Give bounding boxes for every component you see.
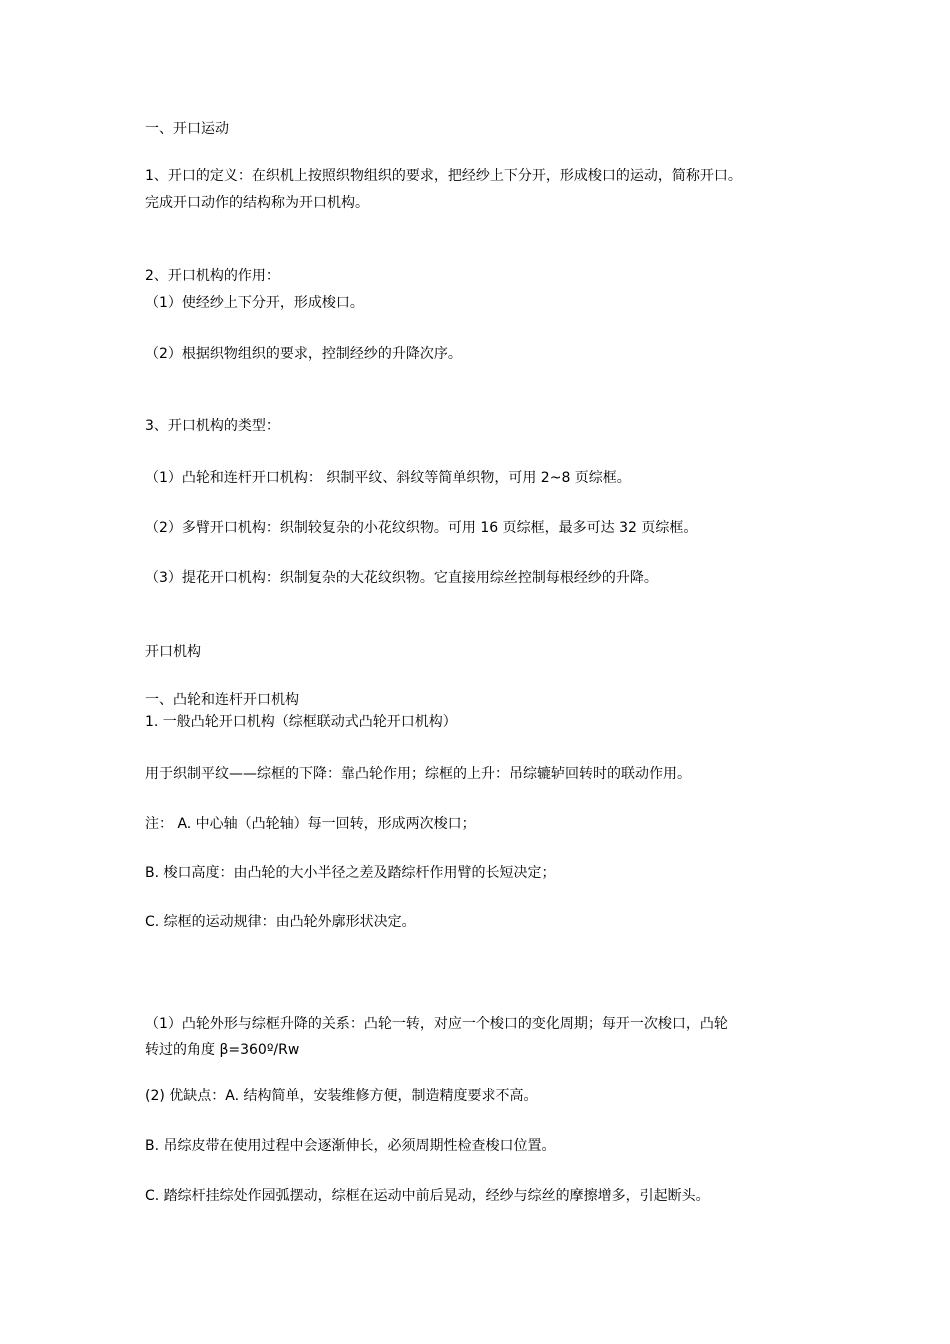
definition-line-2: 完成开口动作的结构称为开口机构。: [145, 195, 369, 211]
note-a: 注： A. 中心轴（凸轮轴）每一回转，形成两次梭口；: [145, 816, 476, 832]
subsection-general-cam: 1. 一般凸轮开口机构（综框联动式凸轮开口机构）: [145, 714, 457, 730]
type-item-jacquard: （3）提花开口机构：织制复杂的大花纹织物。它直接用综丝控制每根经纱的升降。: [145, 570, 658, 586]
section-title-shedding-mechanism: 开口机构: [145, 644, 201, 660]
heading-shedding-motion: 一、开口运动: [145, 121, 229, 137]
cam-relation-line-2: 转过的角度 β=360º/Rw: [145, 1042, 300, 1058]
plain-weave-usage: 用于织制平纹——综框的下降：靠凸轮作用；综框的上升：吊综辘轳回转时的联动作用。: [145, 766, 691, 782]
types-heading: 3、开口机构的类型：: [145, 418, 280, 434]
function-item-2: （2）根据织物组织的要求，控制经纱的升降次序。: [145, 346, 462, 362]
cam-relation-line-1: （1）凸轮外形与综框升降的关系：凸轮一转，对应一个梭口的变化周期；每开一次梭口，凸轮: [145, 1016, 728, 1032]
note-b: B. 梭口高度：由凸轮的大小半径之差及踏综杆作用臂的长短决定；: [145, 865, 556, 881]
pros-cons-a: (2) 优缺点：A. 结构简单，安装维修方便，制造精度要求不高。: [145, 1088, 538, 1104]
function-heading: 2、开口机构的作用：: [145, 268, 280, 284]
definition-line-1: 1、开口的定义：在织机上按照织物组织的要求，把经纱上下分开，形成梭口的运动，简称开口。: [145, 168, 742, 184]
pros-cons-b: B. 吊综皮带在使用过程中会逐渐伸长，必须周期性检查梭口位置。: [145, 1138, 556, 1154]
type-item-dobby: （2）多臂开口机构：织制较复杂的小花纹织物。可用 16 页综框，最多可达 32 页综框。: [145, 520, 698, 536]
pros-cons-c: C. 踏综杆挂综处作园弧摆动，综框在运动中前后晃动，经纱与综丝的摩擦增多，引起断头。: [145, 1188, 710, 1204]
function-item-1: （1）使经纱上下分开，形成梭口。: [145, 295, 364, 311]
type-item-cam: （1）凸轮和连杆开口机构： 织制平纹、斜纹等简单织物，可用 2~8 页综框。: [145, 470, 631, 486]
note-c: C. 综框的运动规律：由凸轮外廓形状决定。: [145, 914, 416, 930]
subsection-cam-linkage: 一、凸轮和连杆开口机构: [145, 692, 299, 708]
